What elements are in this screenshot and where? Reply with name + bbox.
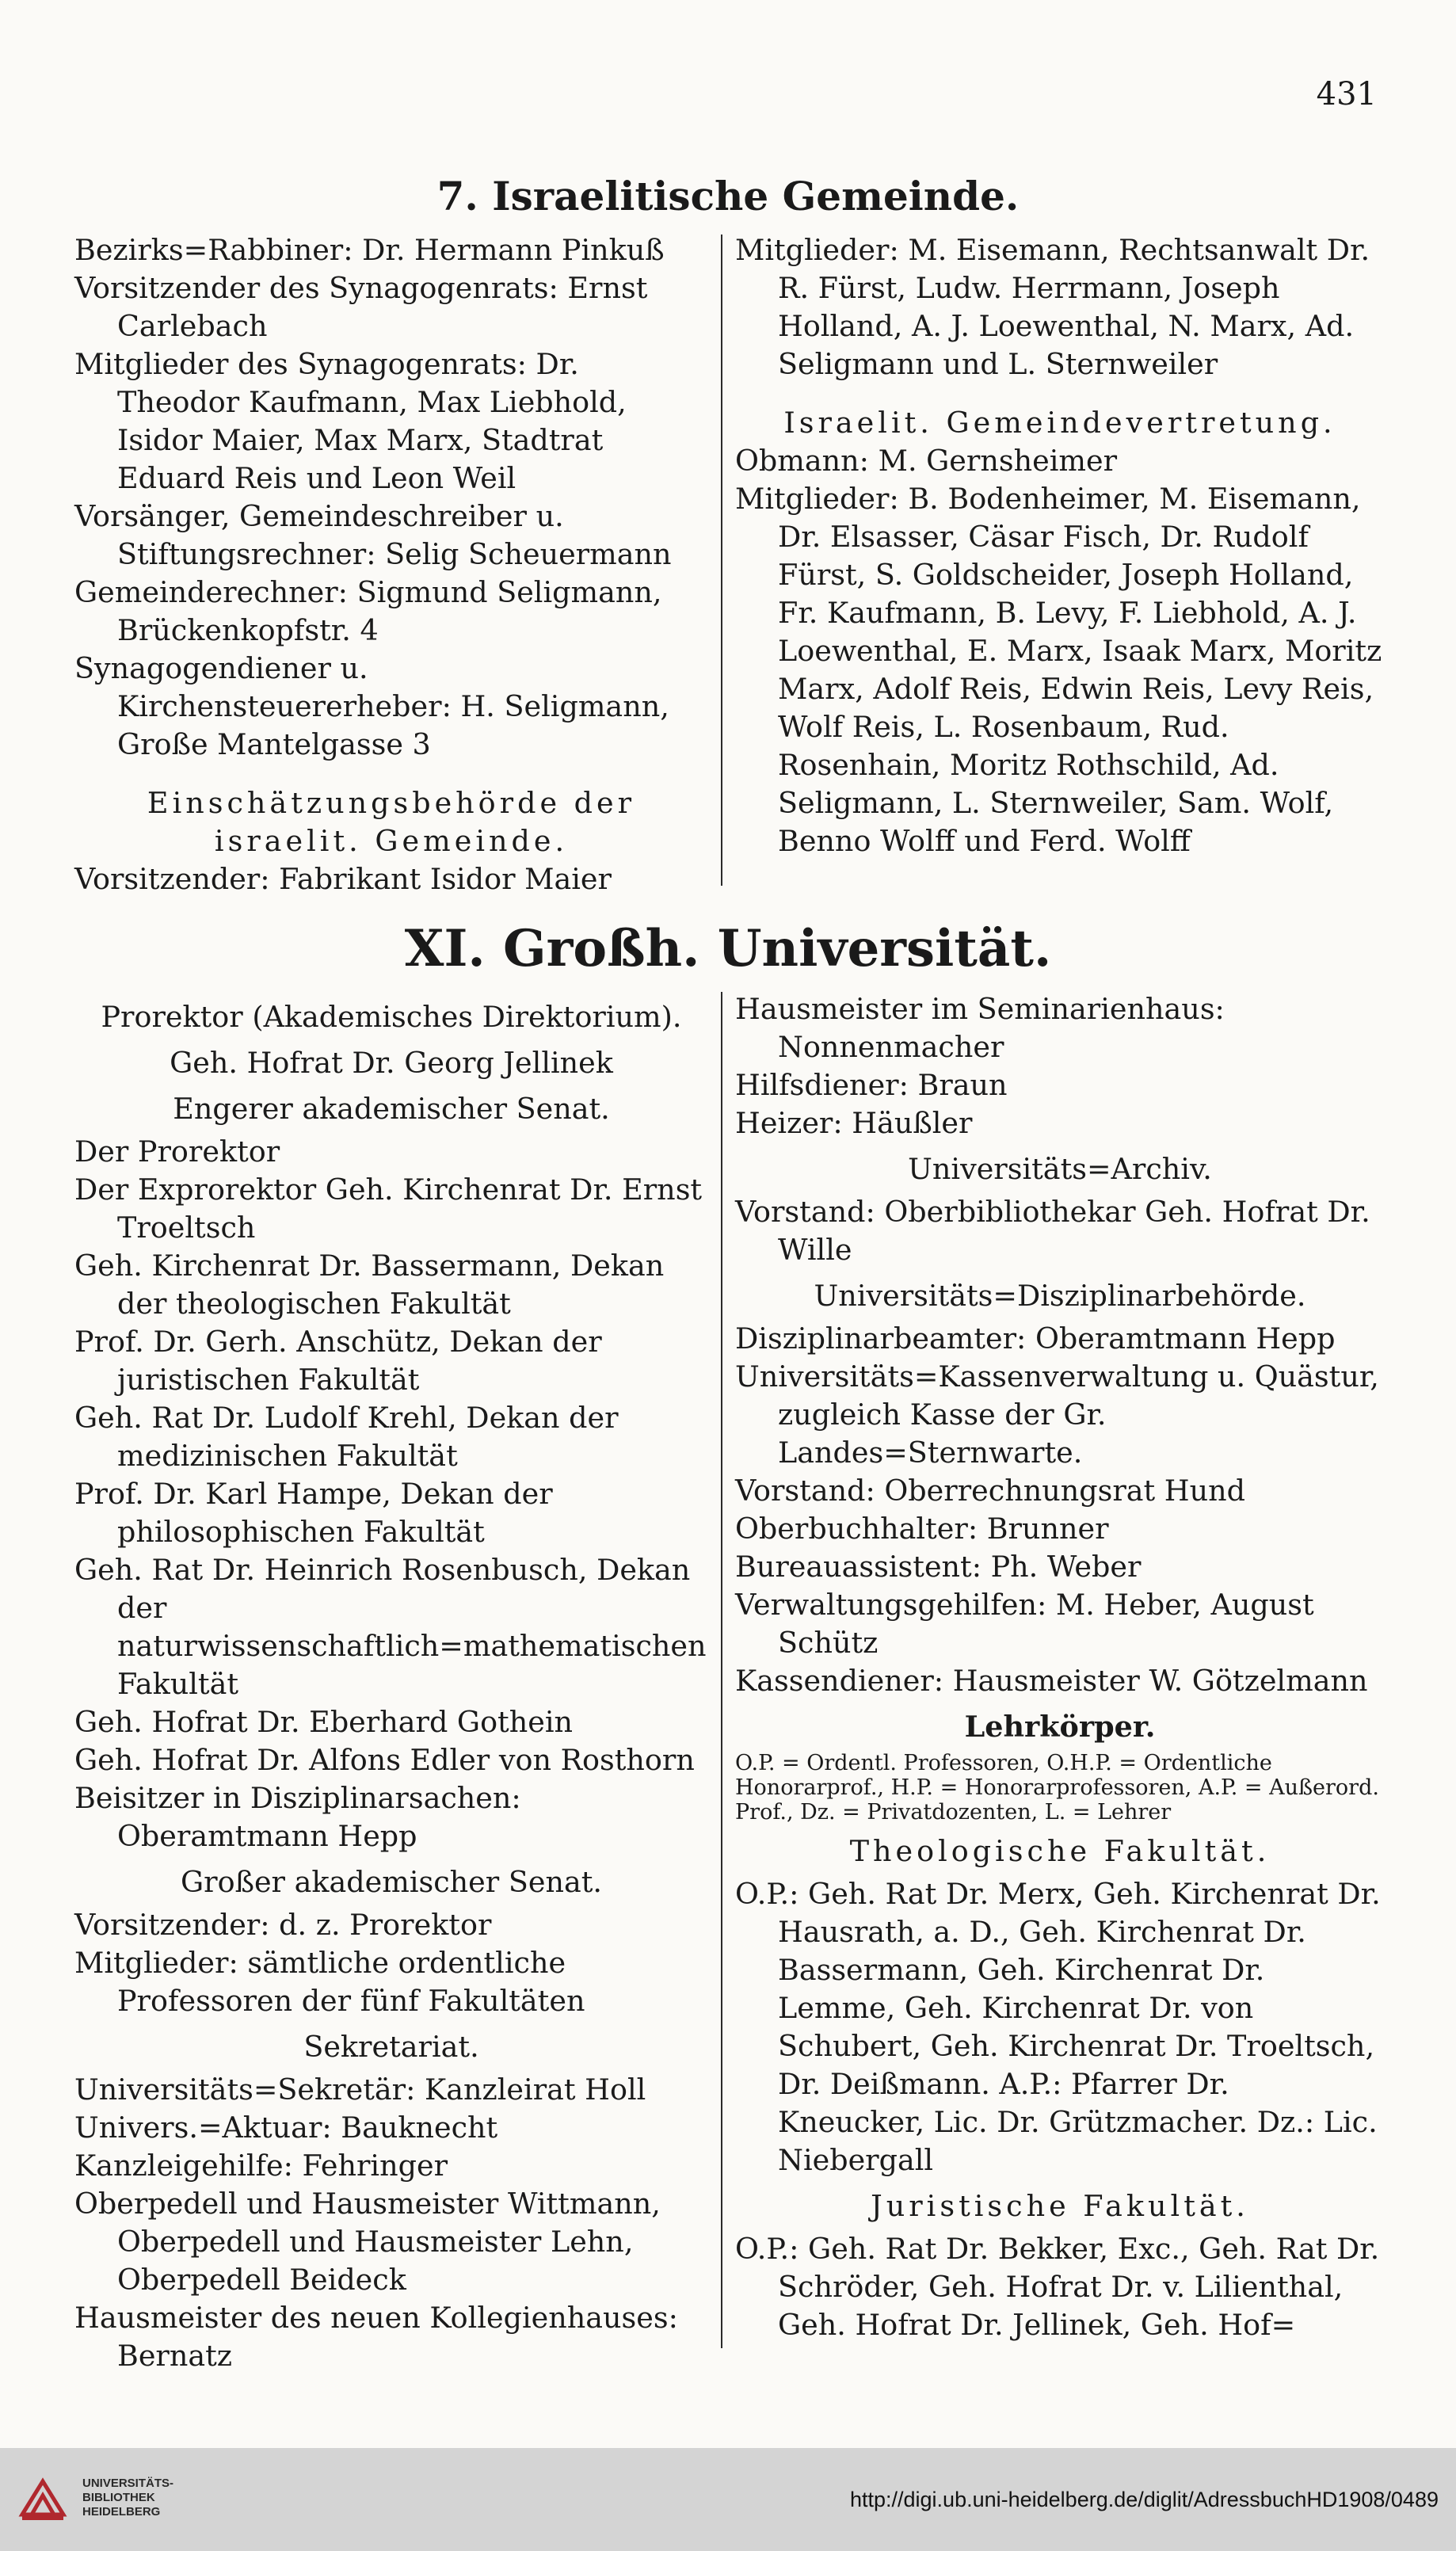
directory-entry: Hilfsdiener: Braun — [735, 1068, 1008, 1102]
directory-entry: O.P.: Geh. Rat Dr. Bekker, Exc., Geh. Rat Dr. Schröder, Geh. Hofrat Dr. v. Lilienthal, Geh. Hofrat Dr. Jellinek, Geh. Hof= — [735, 2232, 1380, 2342]
directory-entry: Der Prorektor — [74, 1134, 280, 1169]
directory-entry: Universitäts=Sekretär: Kanzleirat Holl — [74, 2072, 646, 2107]
page-number: 431 — [1316, 76, 1377, 112]
directory-entry: Geh. Rat Dr. Heinrich Rosenbusch, Dekan der naturwissenschaftlich=mathematischen Fakultät — [74, 1553, 707, 1701]
subsection-heading: Prorektor (Akademisches Direktorium). — [101, 1000, 682, 1034]
directory-entry: Gemeinderechner: Sigmund Seligmann, Brückenkopfstr. 4 — [74, 575, 662, 647]
section-7-title: 7. Israelitische Gemeinde. — [436, 173, 1020, 219]
section-xi-left-column — [74, 990, 708, 2375]
subsection-heading: Juristische Fakultät. — [871, 2189, 1249, 2223]
directory-entry: Synagogendiener u. Kirchensteuererheber: H. Seligmann, Große Mantelgasse 3 — [74, 651, 669, 761]
column-divider — [721, 235, 722, 886]
library-name: UNIVERSITÄTS- BIBLIOTHEK HEIDELBERG — [82, 2477, 174, 2519]
directory-entry: Hausmeister des neuen Kollegienhauses: Bernatz — [74, 2301, 678, 2373]
directory-entry: Beisitzer in Disziplinarsachen: Oberamtmann Hepp — [74, 1781, 521, 1853]
subsection-heading: Universitäts=Disziplinarbehörde. — [814, 1279, 1306, 1313]
directory-entry: Universitäts=Kassenverwaltung u. Quästur, zugleich Kasse der Gr. Landes=Sternwarte. — [735, 1359, 1379, 1470]
directory-entry: Oberbuchhalter: Brunner — [735, 1512, 1109, 1546]
library-logo-icon — [14, 2470, 71, 2527]
subsection-heading: Geh. Hofrat Dr. Georg Jellinek — [170, 1046, 613, 1080]
directory-entry: Disziplinarbeamter: Oberamtmann Hepp — [735, 1321, 1336, 1356]
directory-entry: Obmann: M. Gernsheimer — [735, 444, 1118, 478]
directory-entry: Heizer: Häußler — [735, 1106, 973, 1140]
directory-entry: Verwaltungsgehilfen: M. Heber, August Schütz — [735, 1588, 1314, 1660]
directory-entry: Mitglieder: sämtliche ordentliche Professoren der fünf Fakultäten — [74, 1946, 585, 2018]
subsection-heading: Lehrkörper. — [964, 1710, 1156, 1744]
section-7-right-heading: Israelit. Gemeindevertretung. — [783, 406, 1336, 440]
abbreviation-legend: O.P. = Ordentl. Professoren, O.H.P. = Ordentliche Honorarprof., H.P. = Honorarprofessoren, A.P. = Außerord. Prof., Dz. = Privatdozenten, L. = Lehrer — [735, 1751, 1379, 1825]
subsection-heading: Engerer akademischer Senat. — [173, 1092, 610, 1126]
subsection-heading: Universitäts=Archiv. — [908, 1152, 1212, 1186]
subsection-heading: Großer akademischer Senat. — [181, 1865, 602, 1899]
directory-entry: Prof. Dr. Gerh. Anschütz, Dekan der juristischen Fakultät — [74, 1325, 602, 1397]
directory-entry: Vorsänger, Gemeindeschreiber u. Stiftungsrechner: Selig Scheuermann — [74, 499, 672, 571]
section-xi-right-column — [735, 990, 1385, 2344]
subsection-heading: Sekretariat. — [303, 2030, 479, 2064]
directory-entry: Vorstand: Oberrechnungsrat Hund — [735, 1474, 1246, 1508]
directory-entry: Vorsitzender des Synagogenrats: Ernst Carlebach — [74, 271, 648, 343]
column-divider — [721, 992, 722, 2348]
directory-entry: Mitglieder: M. Eisemann, Rechtsanwalt Dr. R. Fürst, Ludw. Herrmann, Joseph Holland, A. J. Loewenthal, N. Marx, Ad. Seligmann und L. Sternweiler — [735, 233, 1370, 381]
directory-entry: Hausmeister im Seminarienhaus: Nonnenmacher — [735, 992, 1225, 1064]
directory-entry: Vorsitzender: d. z. Prorektor — [74, 1908, 492, 1942]
directory-entry: Geh. Kirchenrat Dr. Bassermann, Dekan der theologischen Fakultät — [74, 1249, 665, 1321]
section-7-right-column — [735, 231, 1385, 860]
directory-entry: Mitglieder des Synagogenrats: Dr. Theodor Kaufmann, Max Liebhold, Isidor Maier, Max Marx, Stadtrat Eduard Reis und Leon Weil — [74, 347, 627, 495]
directory-entry: Bezirks=Rabbiner: Dr. Hermann Pinkuß — [74, 233, 665, 267]
directory-entry: O.P.: Geh. Rat Dr. Merx, Geh. Kirchenrat Dr. Hausrath, a. D., Geh. Kirchenrat Dr. Bassermann, Geh. Kirchenrat Dr. Lemme, Geh. Kirchenrat Dr. von Schubert, Geh. Kirchenrat Dr. Troeltsch, Dr. Deißmann. A.P.: Pfarrer Dr. Kneucker, Lic. Dr. Grützmacher. Dz.: Lic. Niebergall — [735, 1877, 1381, 2177]
directory-entry: Geh. Hofrat Dr. Alfons Edler von Rosthorn — [74, 1743, 695, 1777]
section-7-left-column — [74, 231, 708, 898]
directory-entry: Vorsitzender: Fabrikant Isidor Maier — [74, 862, 612, 896]
subsection-heading: Theologische Fakultät. — [849, 1834, 1271, 1868]
directory-entry: Vorstand: Oberbibliothekar Geh. Hofrat Dr. Wille — [735, 1195, 1370, 1267]
directory-entry: Univers.=Aktuar: Bauknecht — [74, 2111, 498, 2145]
footer-bar — [0, 2448, 1456, 2551]
directory-entry: Kassendiener: Hausmeister W. Götzelmann — [735, 1664, 1368, 1698]
directory-entry: Geh. Rat Dr. Ludolf Krehl, Dekan der medizinischen Fakultät — [74, 1401, 619, 1473]
section-xi-title: XI. Großh. Universität. — [404, 919, 1052, 978]
directory-entry: Bureauassistent: Ph. Weber — [735, 1550, 1142, 1584]
directory-entry: Der Exprorektor Geh. Kirchenrat Dr. Ernst Troeltsch — [74, 1173, 703, 1245]
source-url-link[interactable]: http://digi.ub.uni-heidelberg.de/diglit/AdressbuchHD1908/0489 — [849, 2488, 1439, 2511]
directory-entry: Geh. Hofrat Dr. Eberhard Gothein — [74, 1705, 574, 1739]
directory-entry: Kanzleigehilfe: Fehringer — [74, 2149, 448, 2183]
directory-entry: Oberpedell und Hausmeister Wittmann, Oberpedell und Hausmeister Lehn, Oberpedell Beideck — [74, 2187, 661, 2297]
section-7-left-heading: Einschätzungsbehörde der israelit. Gemeinde. — [147, 786, 636, 858]
directory-entry: Prof. Dr. Karl Hampe, Dekan der philosophischen Fakultät — [74, 1477, 553, 1549]
directory-entry: Mitglieder: B. Bodenheimer, M. Eisemann, Dr. Elsasser, Cäsar Fisch, Dr. Rudolf Fürst, S. Goldscheider, Joseph Holland, Fr. Kaufmann, B. Levy, F. Liebhold, A. J. Loewenthal, E. Marx, Isaak Marx, Moritz Marx, Adolf Reis, Edwin Reis, Levy Reis, Wolf Reis, L. Rosenbaum, Rud. Rosenhain, Moritz Rothschild, Ad. Seligmann, L. Sternweiler, Sam. Wolf, Benno Wolff und Ferd. Wolff — [735, 482, 1382, 858]
